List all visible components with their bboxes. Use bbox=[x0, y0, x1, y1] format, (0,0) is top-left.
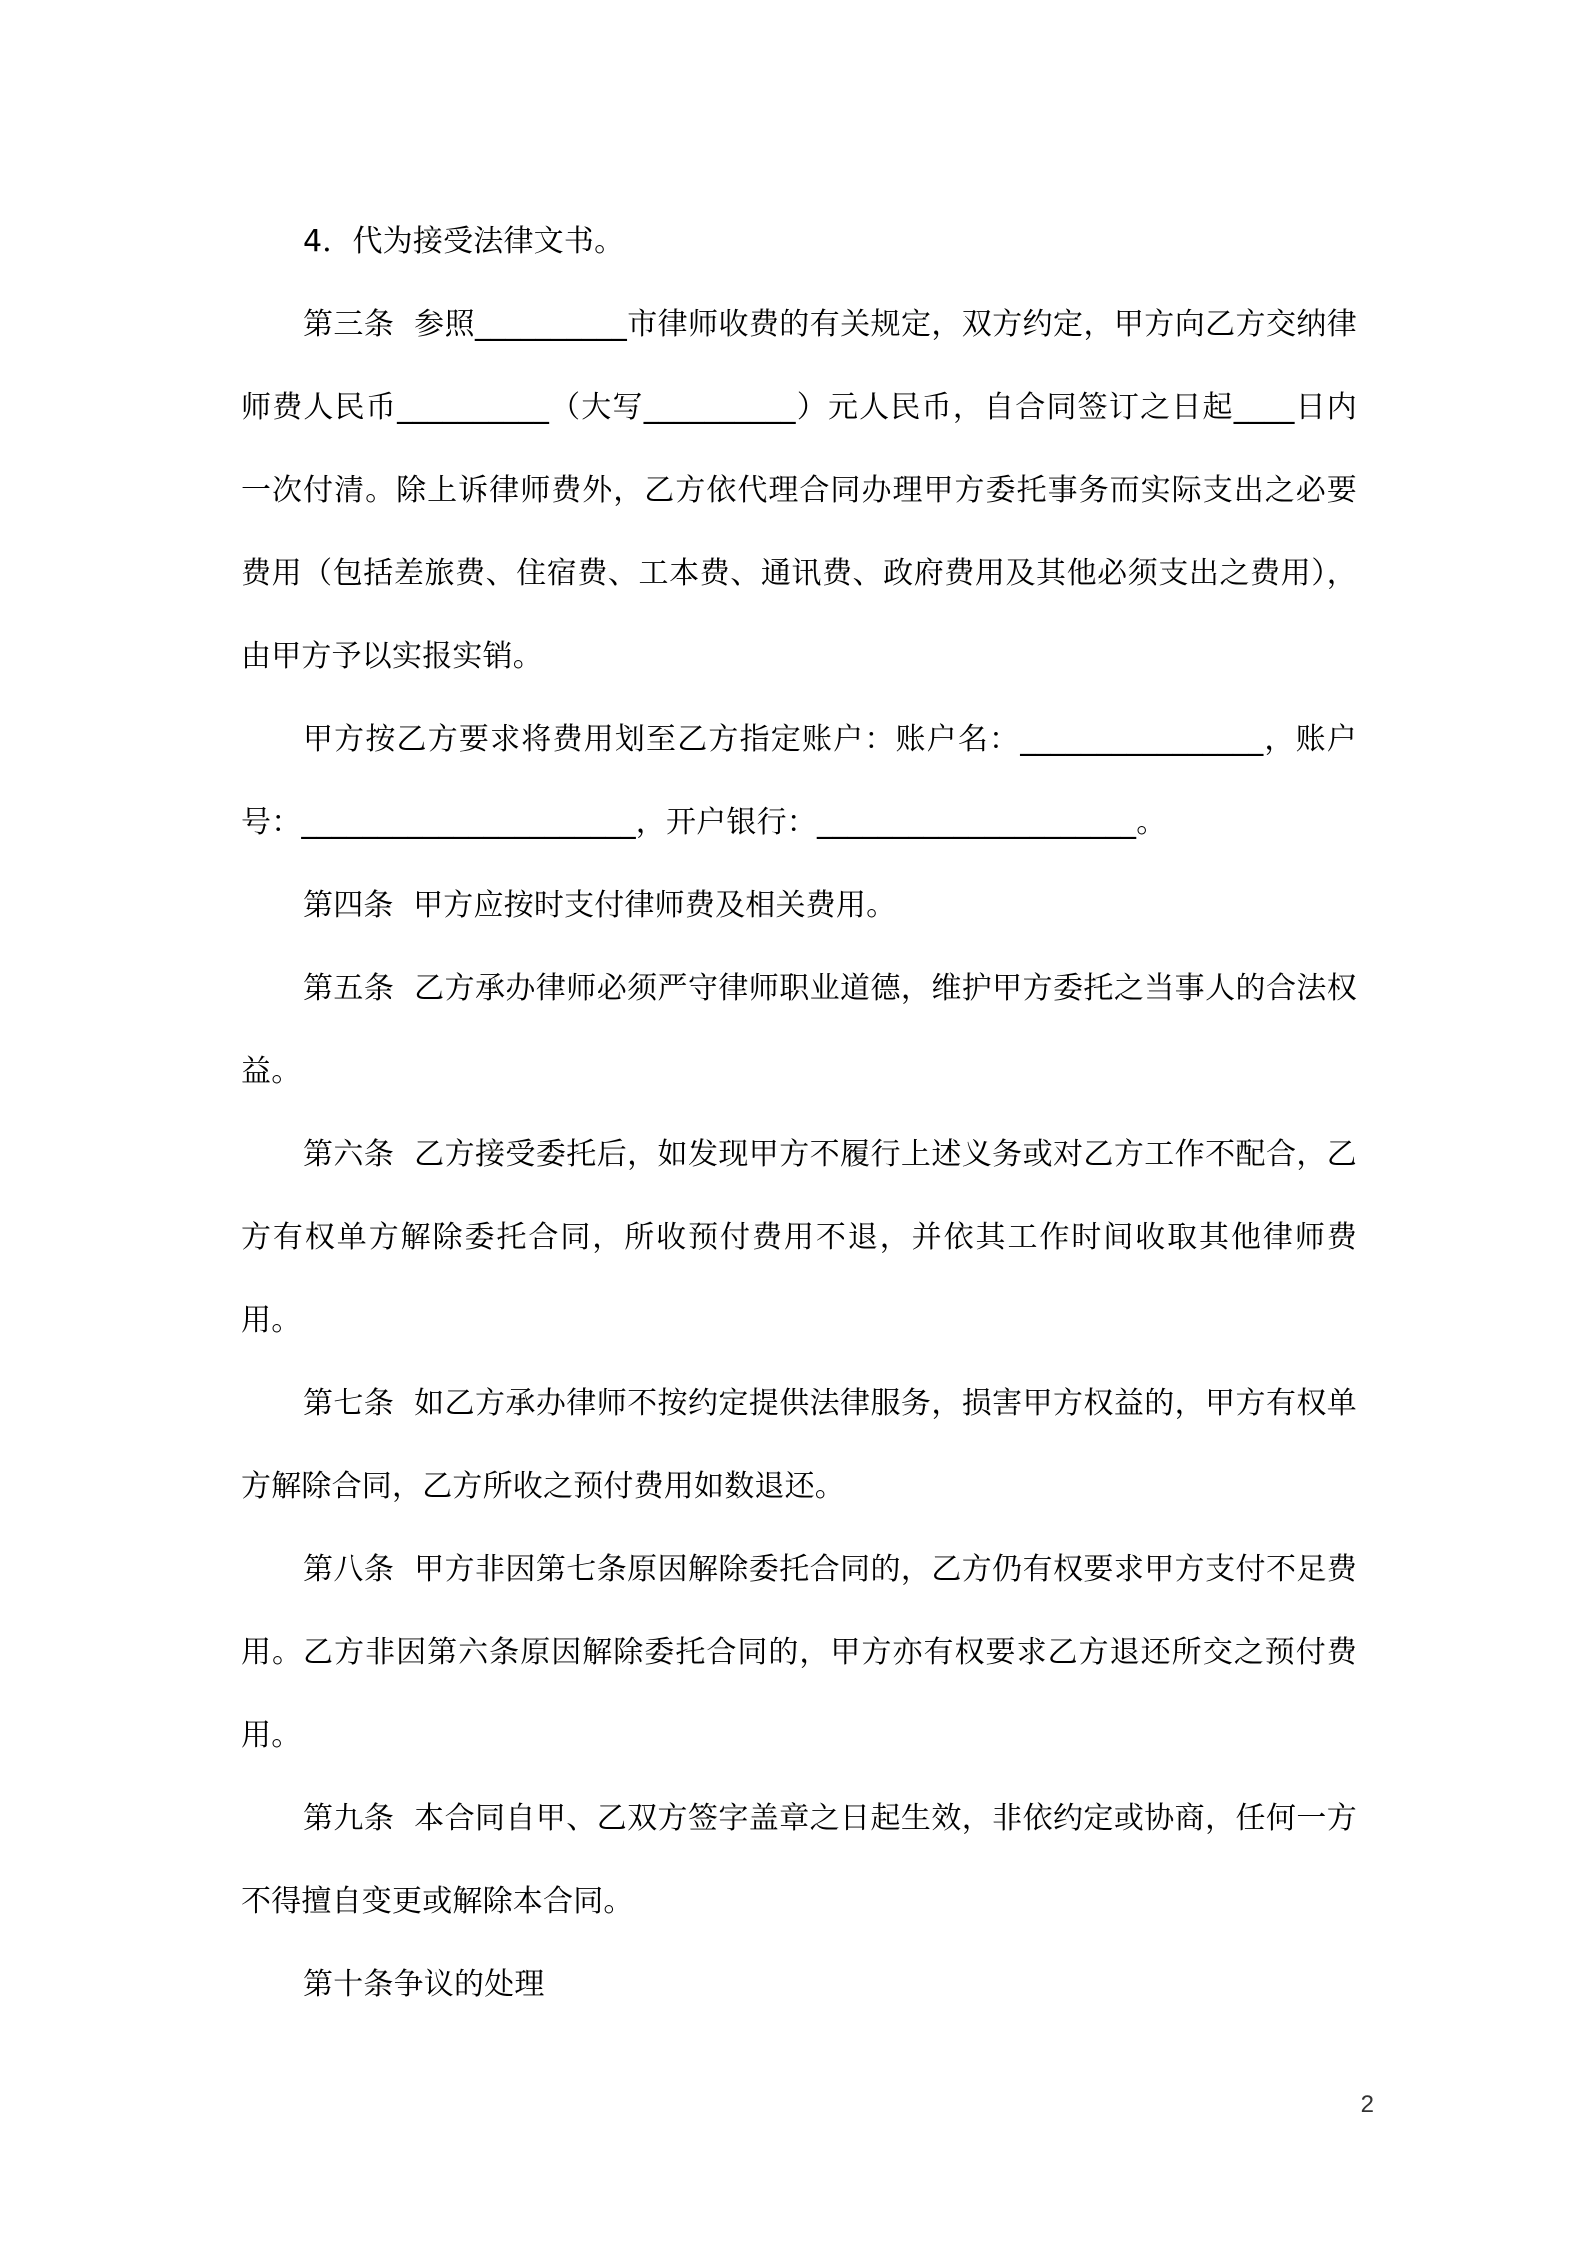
paragraph-item-4: 4．代为接受法律文书。 bbox=[303, 224, 625, 259]
paragraph-account-info: 甲方按乙方要求将费用划至乙方指定账户：账户名：________________，账户号：______________________，开户银行：_____________________。 bbox=[241, 722, 1357, 840]
paragraph-article-5: 第五条 乙方承办律师必须严守律师职业道德，维护甲方委托之当事人的合法权益。 bbox=[241, 971, 1357, 1089]
page-number: 2 bbox=[1360, 2091, 1374, 2118]
paragraph-article-3: 第三条 参照__________市律师收费的有关规定，双方约定，甲方向乙方交纳律师费人民币__________（大写__________）元人民币，自合同签订之日起____日内一次付清。除上诉律师费外，乙方依代理合同办理甲方委托事务而实际支出之必要费用（包括差旅费、住宿费、工本费、通讯费、政府费用及其他必须支出之费用），由甲方予以实报实销。 bbox=[241, 307, 1357, 674]
paragraph-article-4: 第四条 甲方应按时支付律师费及相关费用。 bbox=[303, 888, 897, 923]
document-body bbox=[241, 200, 1357, 2026]
paragraph-article-6: 第六条 乙方接受委托后，如发现甲方不履行上述义务或对乙方工作不配合，乙方有权单方解除委托合同，所收预付费用不退，并依其工作时间收取其他律师费用。 bbox=[241, 1137, 1357, 1338]
paragraph-article-8: 第八条 甲方非因第七条原因解除委托合同的，乙方仍有权要求甲方支付不足费用。乙方非因第六条原因解除委托合同的，甲方亦有权要求乙方退还所交之预付费用。 bbox=[241, 1552, 1357, 1753]
paragraph-article-9: 第九条 本合同自甲、乙双方签字盖章之日起生效，非依约定或协商，任何一方不得擅自变更或解除本合同。 bbox=[241, 1801, 1357, 1919]
paragraph-article-10-heading: 第十条争议的处理 bbox=[303, 1967, 545, 2002]
paragraph-article-7: 第七条 如乙方承办律师不按约定提供法律服务，损害甲方权益的，甲方有权单方解除合同，乙方所收之预付费用如数退还。 bbox=[241, 1386, 1357, 1504]
